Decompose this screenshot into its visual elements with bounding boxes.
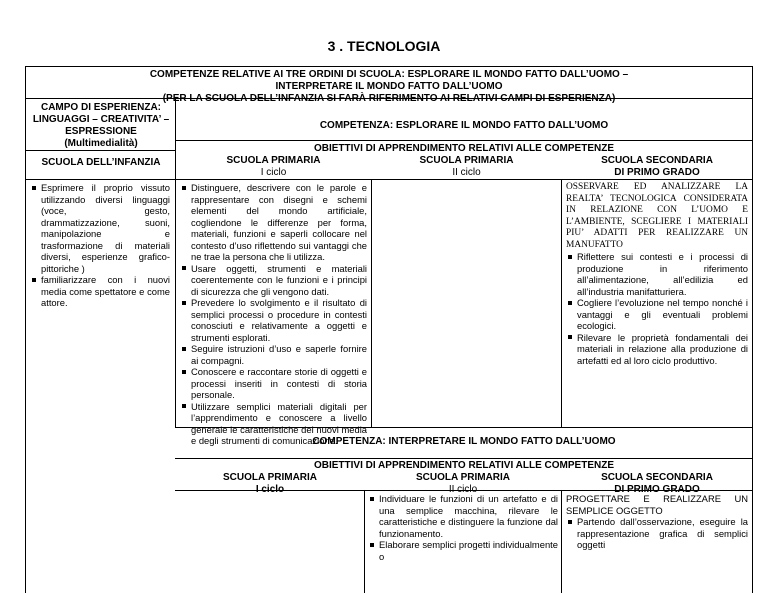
col2-header-secondaria-grado: DI PRIMO GRADO bbox=[614, 484, 700, 495]
col-header-primaria-2-title: SCUOLA PRIMARIA bbox=[419, 155, 514, 166]
list-item: Cogliere l’evoluzione nel tempo nonché i vantaggi e gli eventuali problemi ecologici. bbox=[577, 297, 748, 331]
table-border-right bbox=[752, 66, 753, 593]
header-competenze bbox=[26, 69, 752, 105]
col2-header-primaria-1 bbox=[176, 472, 364, 496]
col-header-primaria-1 bbox=[176, 155, 371, 179]
col-header-primaria-1-title: SCUOLA PRIMARIA bbox=[226, 155, 321, 166]
col-divider-1 bbox=[371, 179, 372, 428]
list-item: Seguire istruzioni d’uso e saperle fornire ai compagni. bbox=[191, 343, 367, 366]
list-item: Partendo dall’osservazione, eseguire la rappresentazione grafica di semplici oggetti bbox=[577, 516, 748, 550]
header-line-2: INTERPRETARE IL MONDO FATTO DALL’UOMO bbox=[275, 81, 503, 92]
infanzia-content bbox=[30, 182, 170, 309]
col2-divider-2 bbox=[561, 490, 562, 593]
col-header-secondaria-grado: DI PRIMO GRADO bbox=[614, 167, 700, 178]
list-item: Usare oggetti, strumenti e materiali coerentemente con le funzioni e i principi di sicurezza che gli vengono dati. bbox=[191, 262, 367, 297]
list-item: Prevedere lo svolgimento e il risultato di semplici processi o procedure in contesti conosciuti e relativamente a oggetti e strumenti esplorati. bbox=[191, 297, 367, 343]
col2-header-primaria-1-ciclo: I ciclo bbox=[255, 484, 285, 495]
list-item: Rilevare le proprietà fondamentali dei materiali in relazione alla produzione di artefatti ed al loro ciclo produttivo. bbox=[577, 331, 748, 366]
competenza-divider bbox=[175, 140, 753, 141]
obiettivi2-divider bbox=[175, 458, 753, 459]
list-item: Distinguere, descrivere con le parole e rappresentare con disegni e schemi elementi del mondo artificiale, cogliendone le differenze per forma, materiali, funzioni e saperli collocare nel contesto d’uso riflettendo sui vantaggi che ne trae la persona che li utilizza. bbox=[191, 182, 367, 262]
list-item: Elaborare semplici progetti individualmente o bbox=[379, 539, 558, 562]
secondaria1-content bbox=[566, 182, 748, 366]
obiettivi-heading: OBIETTIVI DI APPRENDIMENTO RELATIVI ALLE COMPETENZE bbox=[313, 143, 614, 154]
page-title: 3 . TECNOLOGIA bbox=[327, 38, 441, 54]
list-item: familiarizzare con i nuovi media come spettatore e come attore. bbox=[41, 274, 170, 308]
campo-line-2: LINGUAGGI – CREATIVITA’ – bbox=[32, 114, 170, 125]
list-item: Esprimere il proprio vissuto utilizzando diversi linguaggi (voce, gesto, drammatizzazione, suoni, manipolazione e trasformazione di materiali diversi, esperienze grafico-pittoriche ) bbox=[41, 182, 170, 274]
col-divider-2 bbox=[561, 179, 562, 428]
col-header-infanzia: SCUOLA DELL’INFANZIA bbox=[41, 157, 161, 168]
col-header-secondaria-title: SCUOLA SECONDARIA bbox=[601, 155, 713, 166]
primaria2-content bbox=[368, 493, 558, 562]
campo-line-4: (Multimedialità) bbox=[64, 138, 138, 149]
col2-divider-1 bbox=[364, 490, 365, 593]
col2-header-primaria-2-title: SCUOLA PRIMARIA bbox=[415, 472, 511, 483]
col-header-primaria-2 bbox=[372, 155, 561, 179]
primaria1-content bbox=[180, 182, 367, 447]
list-item: Individuare le funzioni di un artefatto e di una semplice macchina, rilevare le caratteristiche e distinguere la funzione dal funzionamento. bbox=[379, 493, 558, 539]
col2-header-secondaria-title: SCUOLA SECONDARIA bbox=[601, 472, 713, 483]
col-header-secondaria bbox=[562, 155, 752, 179]
secondaria2-intro: PROGETTARE E REALIZZARE UN SEMPLICE OGGETTO bbox=[566, 493, 748, 516]
obiettivi-heading-2: OBIETTIVI DI APPRENDIMENTO RELATIVI ALLE COMPETENZE bbox=[313, 460, 614, 471]
list-item: Conoscere e raccontare storie di oggetti e processi inseriti in contesti di storia personale. bbox=[191, 366, 367, 400]
secondaria2-content bbox=[566, 493, 748, 551]
cols-header-divider bbox=[25, 179, 753, 180]
list-item: Riflettere sui contesti e i processi di produzione in riferimento all’alimentazione, all’edilizia ed all’industria manifatturiera. bbox=[577, 251, 748, 297]
col2-header-primaria-2-ciclo: II ciclo bbox=[448, 484, 478, 495]
header-line-1: COMPETENZE RELATIVE AI TRE ORDINI DI SCUOLA: ESPLORARE IL MONDO FATTO DALL’UOMO – bbox=[149, 69, 629, 80]
list-item: Utilizzare semplici materiali digitali per l’apprendimento e conoscere a livello generale le caratteristiche dei nuovi media e degli strumenti di comunicazione. bbox=[191, 400, 367, 446]
col-header-primaria-2-ciclo: II ciclo bbox=[452, 167, 481, 178]
col-header-primaria-1-ciclo: I ciclo bbox=[260, 167, 287, 178]
campo-line-1: CAMPO DI ESPERIENZA: bbox=[40, 102, 161, 113]
competenza-interpretare: COMPETENZA: INTERPRETARE IL MONDO FATTO DALL’UOMO bbox=[312, 436, 616, 447]
header-line-3: (PER LA SCUOLA DELL’INFANZIA SI FARÀ RIFERIMENTO AI RELATIVI CAMPI DI ESPERIENZA) bbox=[162, 93, 616, 104]
competenza-esplorare: COMPETENZA: ESPLORARE IL MONDO FATTO DALL’UOMO bbox=[319, 120, 609, 131]
campo-divider bbox=[25, 150, 176, 151]
secondaria1-intro: OSSERVARE ED ANALIZZARE LA REALTA’ TECNOLOGICA CONSIDERATA IN RELAZIONE CON L’UOMO E L’AMBIENTE, SCEGLIERE I MATERIALI PIU’ ADATTI PER REALIZZARE UN MANUFATTO bbox=[566, 182, 748, 250]
campo-line-3: ESPRESSIONE bbox=[65, 126, 137, 137]
col2-header-primaria-1-title: SCUOLA PRIMARIA bbox=[222, 472, 318, 483]
table-border-top bbox=[25, 66, 753, 67]
campo-esperienza bbox=[26, 102, 176, 150]
